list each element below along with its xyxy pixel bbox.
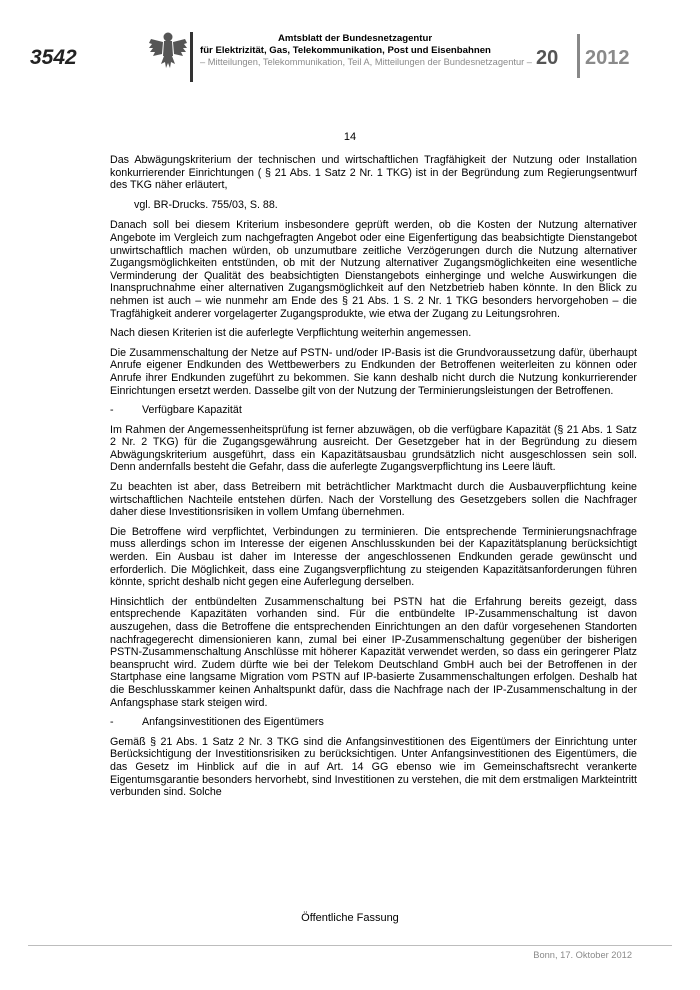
header-divider	[190, 32, 193, 82]
section-heading	[110, 404, 637, 417]
paragraph: Die Zusammenschaltung der Netze auf PSTN- und/oder IP-Basis ist die Grundvoraussetzung dafür, überhaupt Anrufe eigener Endkunden des Wettbewerbers zu Endkunden der Betroffenen weiterleiten zu können oder Anrufe ihrer Endkunden zugeführt zu bekommen. Sie kann deshalb nicht durch die Nutzung konkurrierender Einrichtungen ersetzt werden. Dasselbe gilt von der Nutzung der Terminierungsleistungen der Betroffenen.	[110, 346, 637, 397]
document-body	[110, 154, 637, 806]
issue-number: 20	[536, 47, 559, 69]
publication-title	[200, 33, 580, 56]
footer-label: Öffentliche Fassung	[301, 912, 399, 924]
section-heading-text: Verfügbare Kapazität	[142, 404, 242, 417]
inner-page-number: 14	[343, 131, 357, 143]
page-number: 3542	[30, 46, 77, 69]
paragraph: Danach soll bei diesem Kriterium insbesondere geprüft werden, ob die Kosten der Nutzung alternativer Angebote im Vergleich zum nachgefragten Angebot oder eine Eigenfertigung das beabsichtigte Dienstangebot unwirtschaftlich machen würden, ob unzumutbare zeitliche Verzögerungen durch die Nutzung alternativer Zugangsmöglichkeiten entstünden, ob mit der Nutzung alternativer Zugangsmöglichkeiten eine wesentliche Verminderung der Qualität des beabsichtigten Dienstangebots einherginge und welche Auswirkungen die Inanspruchnahme einer alternativen Zugangsmöglichkeit auf den Netzbetrieb haben könnte. In den Blick zu nehmen ist auch – wie nunmehr am Ende des § 21 Abs. 1 S. 2 Nr. 1 TKG besonders hervorgehoben – die Tragfähigkeit anderer vorgelagerter Zugangsprodukte, wie etwa der Zugang zu Leitungsrohren.	[110, 219, 637, 320]
citation: vgl. BR-Drucks. 755/03, S. 88.	[134, 198, 278, 211]
dash-marker: -	[110, 404, 114, 417]
publication-title-line2: für Elektrizität, Gas, Telekommunikation, Post und Eisenbahnen	[200, 44, 491, 56]
paragraph: Die Betroffene wird verpflichtet, Verbindungen zu terminieren. Die entsprechende Terminierungsnachfrage muss allerdings schon im Interesse der eigenen Anschlusskunden bei der Kapazitätsplanung berücksichtigt werden. Ein Ausbau ist daher im Interesse der angeschlossenen Endkunden gerade gewünscht und erforderlich. Die Möglichkeit, dass eine Zugangsverpflichtung zu steigenden Kapazitätsanforderungen führen könnte, spricht deshalb nicht gegen eine Auferlegung derselben.	[110, 525, 637, 589]
paragraph: Hinsichtlich der entbündelten Zusammenschaltung bei PSTN hat die Erfahrung bereits gezeigt, dass entsprechende Kapazitäten vorhanden sind. Für die entbündelte IP-Zusammenschaltung ist davon auszugehen, dass die Betroffene die entsprechenden Einrichtungen an den dafür vorgesehenen Standorten nachfragegerecht dimensionieren kann, zumal bei einer IP-Zusammenschaltung gegenüber der bisherigen PSTN-Zusammenschaltung Anschlüsse mit höherer Kapazität verwendet werden, so dass ein geringerer Platz beansprucht wird. Zudem dürfte wie bei der Telekom Deutschland GmbH auch bei der Betroffenen in der Startphase eine langsame Migration vom PSTN auf IP-basierte Zusammenschaltungen erfolgen. Deshalb hat die Beschlusskammer keinen Anhaltspunkt dafür, dass die Nachfrage nach der IP-Zusammenschaltung in der Anfangsphase stark steigen wird.	[110, 595, 637, 709]
footer-divider	[28, 945, 672, 946]
publication-subtitle: – Mitteilungen, Telekommunikation, Teil A, Mitteilungen der Bundesnetzagentur –	[200, 57, 532, 67]
issue-divider	[577, 34, 580, 78]
paragraph: Zu beachten ist aber, dass Betreibern mit beträchtlicher Marktmacht durch die Ausbauverpflichtung keine wirtschaftlichen Nachteile entstehen dürfen. Nach der Vorstellung des Gesetzgebers sollen die Nachfrager daher diese Investitionsrisiken in vollem Umfang übernehmen.	[110, 481, 637, 519]
federal-eagle-icon	[148, 30, 188, 72]
paragraph: Nach diesen Kriterien ist die auferlegte Verpflichtung weiterhin angemessen.	[110, 327, 472, 340]
dash-marker: -	[110, 716, 114, 729]
paragraph: Das Abwägungskriterium der technischen und wirtschaftlichen Tragfähigkeit der Nutzung oder Installation konkurrierender Einrichtungen ( § 21 Abs. 1 Satz 2 Nr. 1 TKG) ist in der Begründung zum Regierungsentwurf des TKG näher erläutert,	[110, 154, 637, 192]
section-heading	[110, 716, 637, 729]
section-heading-text: Anfangsinvestitionen des Eigentümers	[142, 716, 324, 729]
paragraph: Im Rahmen der Angemessenheitsprüfung ist ferner abzuwägen, ob die verfügbare Kapazität (§ 21 Abs. 1 Satz 2 Nr. 2 TKG) für die Zugangsgewährung ausreicht. Der Gesetzgeber hat in der Begründung zu diesem Abwägungskriterium ausgeführt, dass ein Kapazitätsausbau grundsätzlich nicht ausgeschlossen sein soll. Denn andernfalls besteht die Gefahr, dass die auferlegte Zugangsverpflichtung ins Leere läuft.	[110, 423, 637, 474]
footer-date: Bonn, 17. Oktober 2012	[533, 950, 632, 960]
paragraph: Gemäß § 21 Abs. 1 Satz 2 Nr. 3 TKG sind die Anfangsinvestitionen des Eigentümers der Einrichtung unter Berücksichtigung der Investitionsrisiken zu berücksichtigen. Unter Anfangsinvestitionen des Eigentümers, die das Gesetz im Hinblick auf die in auf Art. 14 GG ebenso wie im Gemeinschaftsrecht verankerte Eigentumsgarantie besonders hervorhebt, sind Investitionen zu verstehen, die mit dem erstmaligen Markteintritt verbunden sind. Solche	[110, 735, 637, 799]
issue-year: 2012	[585, 47, 630, 69]
publication-title-line1: Amtsblatt der Bundesnetzagentur	[278, 33, 433, 44]
